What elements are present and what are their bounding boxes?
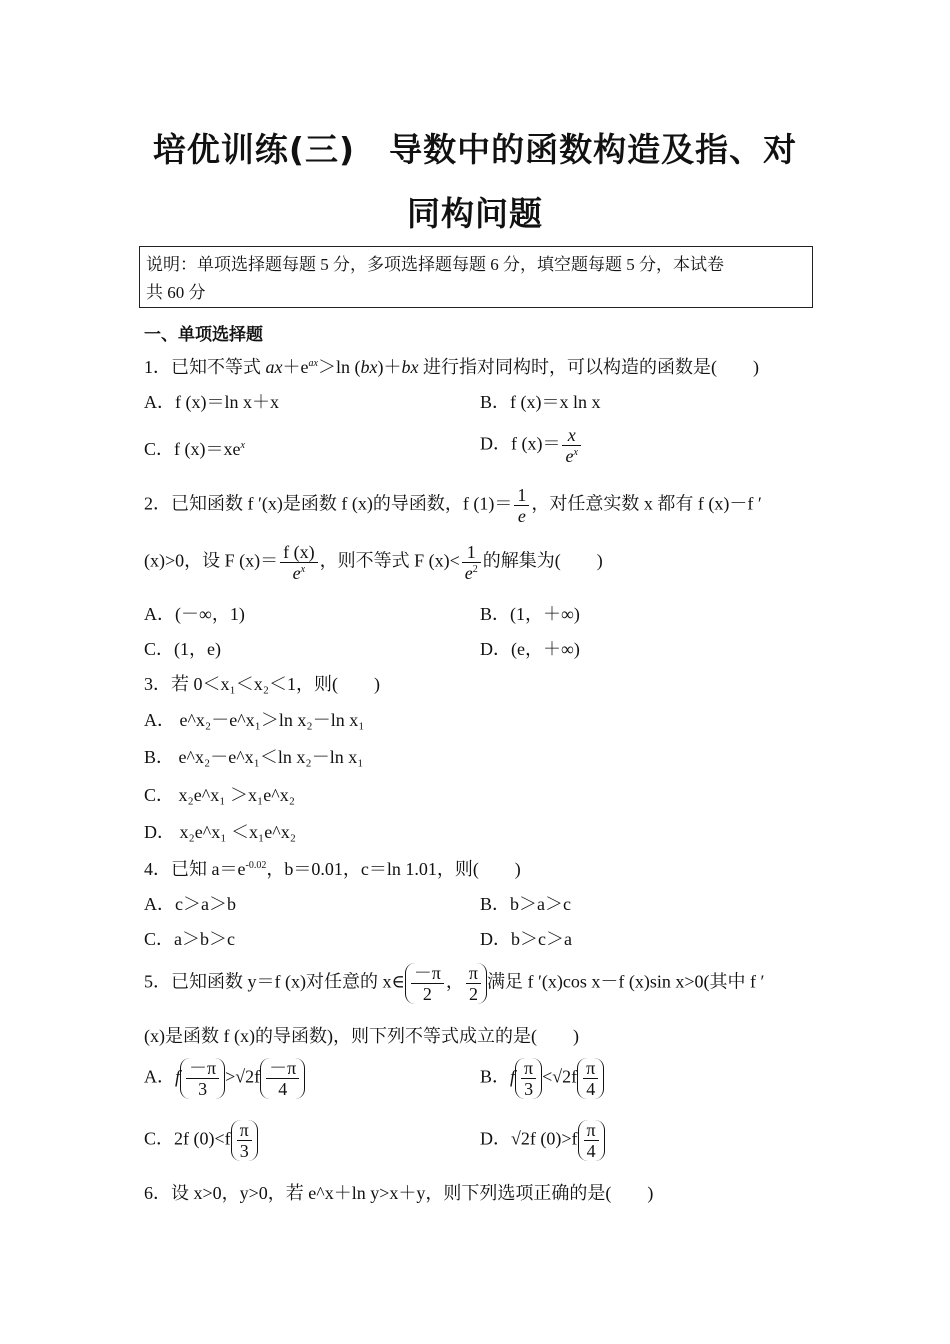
question-3-stem: 3．若 0＜x₁＜x₂＜1，则( ) xyxy=(144,674,381,694)
question-1-option-d[interactable]: D．f (x)＝ $\frac{x}{e^x}$ xyxy=(480,425,583,466)
question-1-option-a[interactable]: A．f (x)＝ln x＋x xyxy=(144,392,279,412)
question-4-option-b[interactable]: B．b＞a＞c xyxy=(480,894,571,914)
question-2-option-a[interactable]: A．(－∞，1) xyxy=(144,604,245,624)
question-2-stem-line1: 2．已知函数 f ′(x)是函数 f (x)的导函数，f (1)＝ $\frac{1}{e}$ ，对任意实数 x 都有 f (x)－f ′ xyxy=(144,485,762,526)
question-3-option-c[interactable]: C． x₂e^x₁ ＞x₁e^x₂ xyxy=(144,785,295,805)
question-6-stem: 6．设 x>0，y>0，若 e^x＋ln y>x＋y，则下列选项正确的是( ) xyxy=(144,1183,654,1203)
question-5-option-d[interactable]: D．√2f (0)>f $\frac{\pi}{4}$ xyxy=(480,1120,605,1161)
question-3-option-d[interactable]: D． x₂e^x₁ ＜x₁e^x₂ xyxy=(144,822,296,842)
question-3-option-b[interactable]: B． e^x₂－e^x₁＜ln x₂－ln x₁ xyxy=(144,747,364,767)
question-5-option-c[interactable]: C．2f (0)<f $\frac{\pi}{3}$ xyxy=(144,1120,258,1161)
instructions-line2: 共 60 分 xyxy=(146,283,206,302)
question-2-option-b[interactable]: B．(1，＋∞) xyxy=(480,604,580,624)
section-heading: 一、单项选择题 xyxy=(144,325,263,345)
page-title-line2: 同构问题 xyxy=(407,194,543,233)
question-4-option-d[interactable]: D．b＞c＞a xyxy=(480,929,572,949)
question-2-option-d[interactable]: D．(e，＋∞) xyxy=(480,639,580,659)
question-2-option-c[interactable]: C．(1，e) xyxy=(144,639,221,659)
question-5-stem-line2: (x)是函数 f (x)的导函数)，则下列不等式成立的是( ) xyxy=(144,1026,579,1046)
question-4-option-c[interactable]: C．a＞b＞c xyxy=(144,929,235,949)
question-4-option-a[interactable]: A．c＞a＞b xyxy=(144,894,236,914)
question-4-stem: 4．已知 $a=e^{-0.02}$，b＝0.01，c＝ln 1.01，则( ) xyxy=(144,859,521,879)
question-1-stem: 1．已知不等式 $ax+e^{ax}>\ln$ (bx)＋bx 进行指对同构时，可以构造的函数是( ) xyxy=(144,357,759,377)
question-5-option-b[interactable]: B．f $\frac{\pi}{3}$ <√2f $\frac{\pi}{4}$ xyxy=(480,1058,604,1099)
question-1-option-c[interactable]: C．f $(x)=xe^x$ xyxy=(144,439,245,459)
page-title-line1: 培优训练(三) 导数中的函数构造及指、对 xyxy=(152,130,798,169)
question-5-stem-line1: 5．已知函数 y＝f (x)对任意的 x∈ $\frac{-\pi}{2}$ ， $\frac{\pi}{2}$ 满足 f ′(x)cos x－f (x)sin x>0(其中 f ′ xyxy=(144,963,765,1004)
question-1-option-b[interactable]: B．f (x)＝x ln x xyxy=(480,392,601,412)
question-2-stem-line2: (x)>0，设 F (x)＝ $\frac{f (x)}{e^x}$ ，则不等式 F (x)< $\frac{1}{e^2}$ 的解集为( ) xyxy=(144,542,603,583)
instructions-line1: 说明：单项选择题每题 5 分，多项选择题每题 6 分，填空题每题 5 分，本试卷 xyxy=(146,255,724,274)
instructions-box xyxy=(139,246,813,308)
question-3-option-a[interactable]: A． e^x₂－e^x₁＞ln x₂－ln x₁ xyxy=(144,710,365,730)
question-5-option-a[interactable]: A．f $\frac{-\pi}{3}$ >√2f $\frac{-\pi}{4}$ xyxy=(144,1058,305,1099)
